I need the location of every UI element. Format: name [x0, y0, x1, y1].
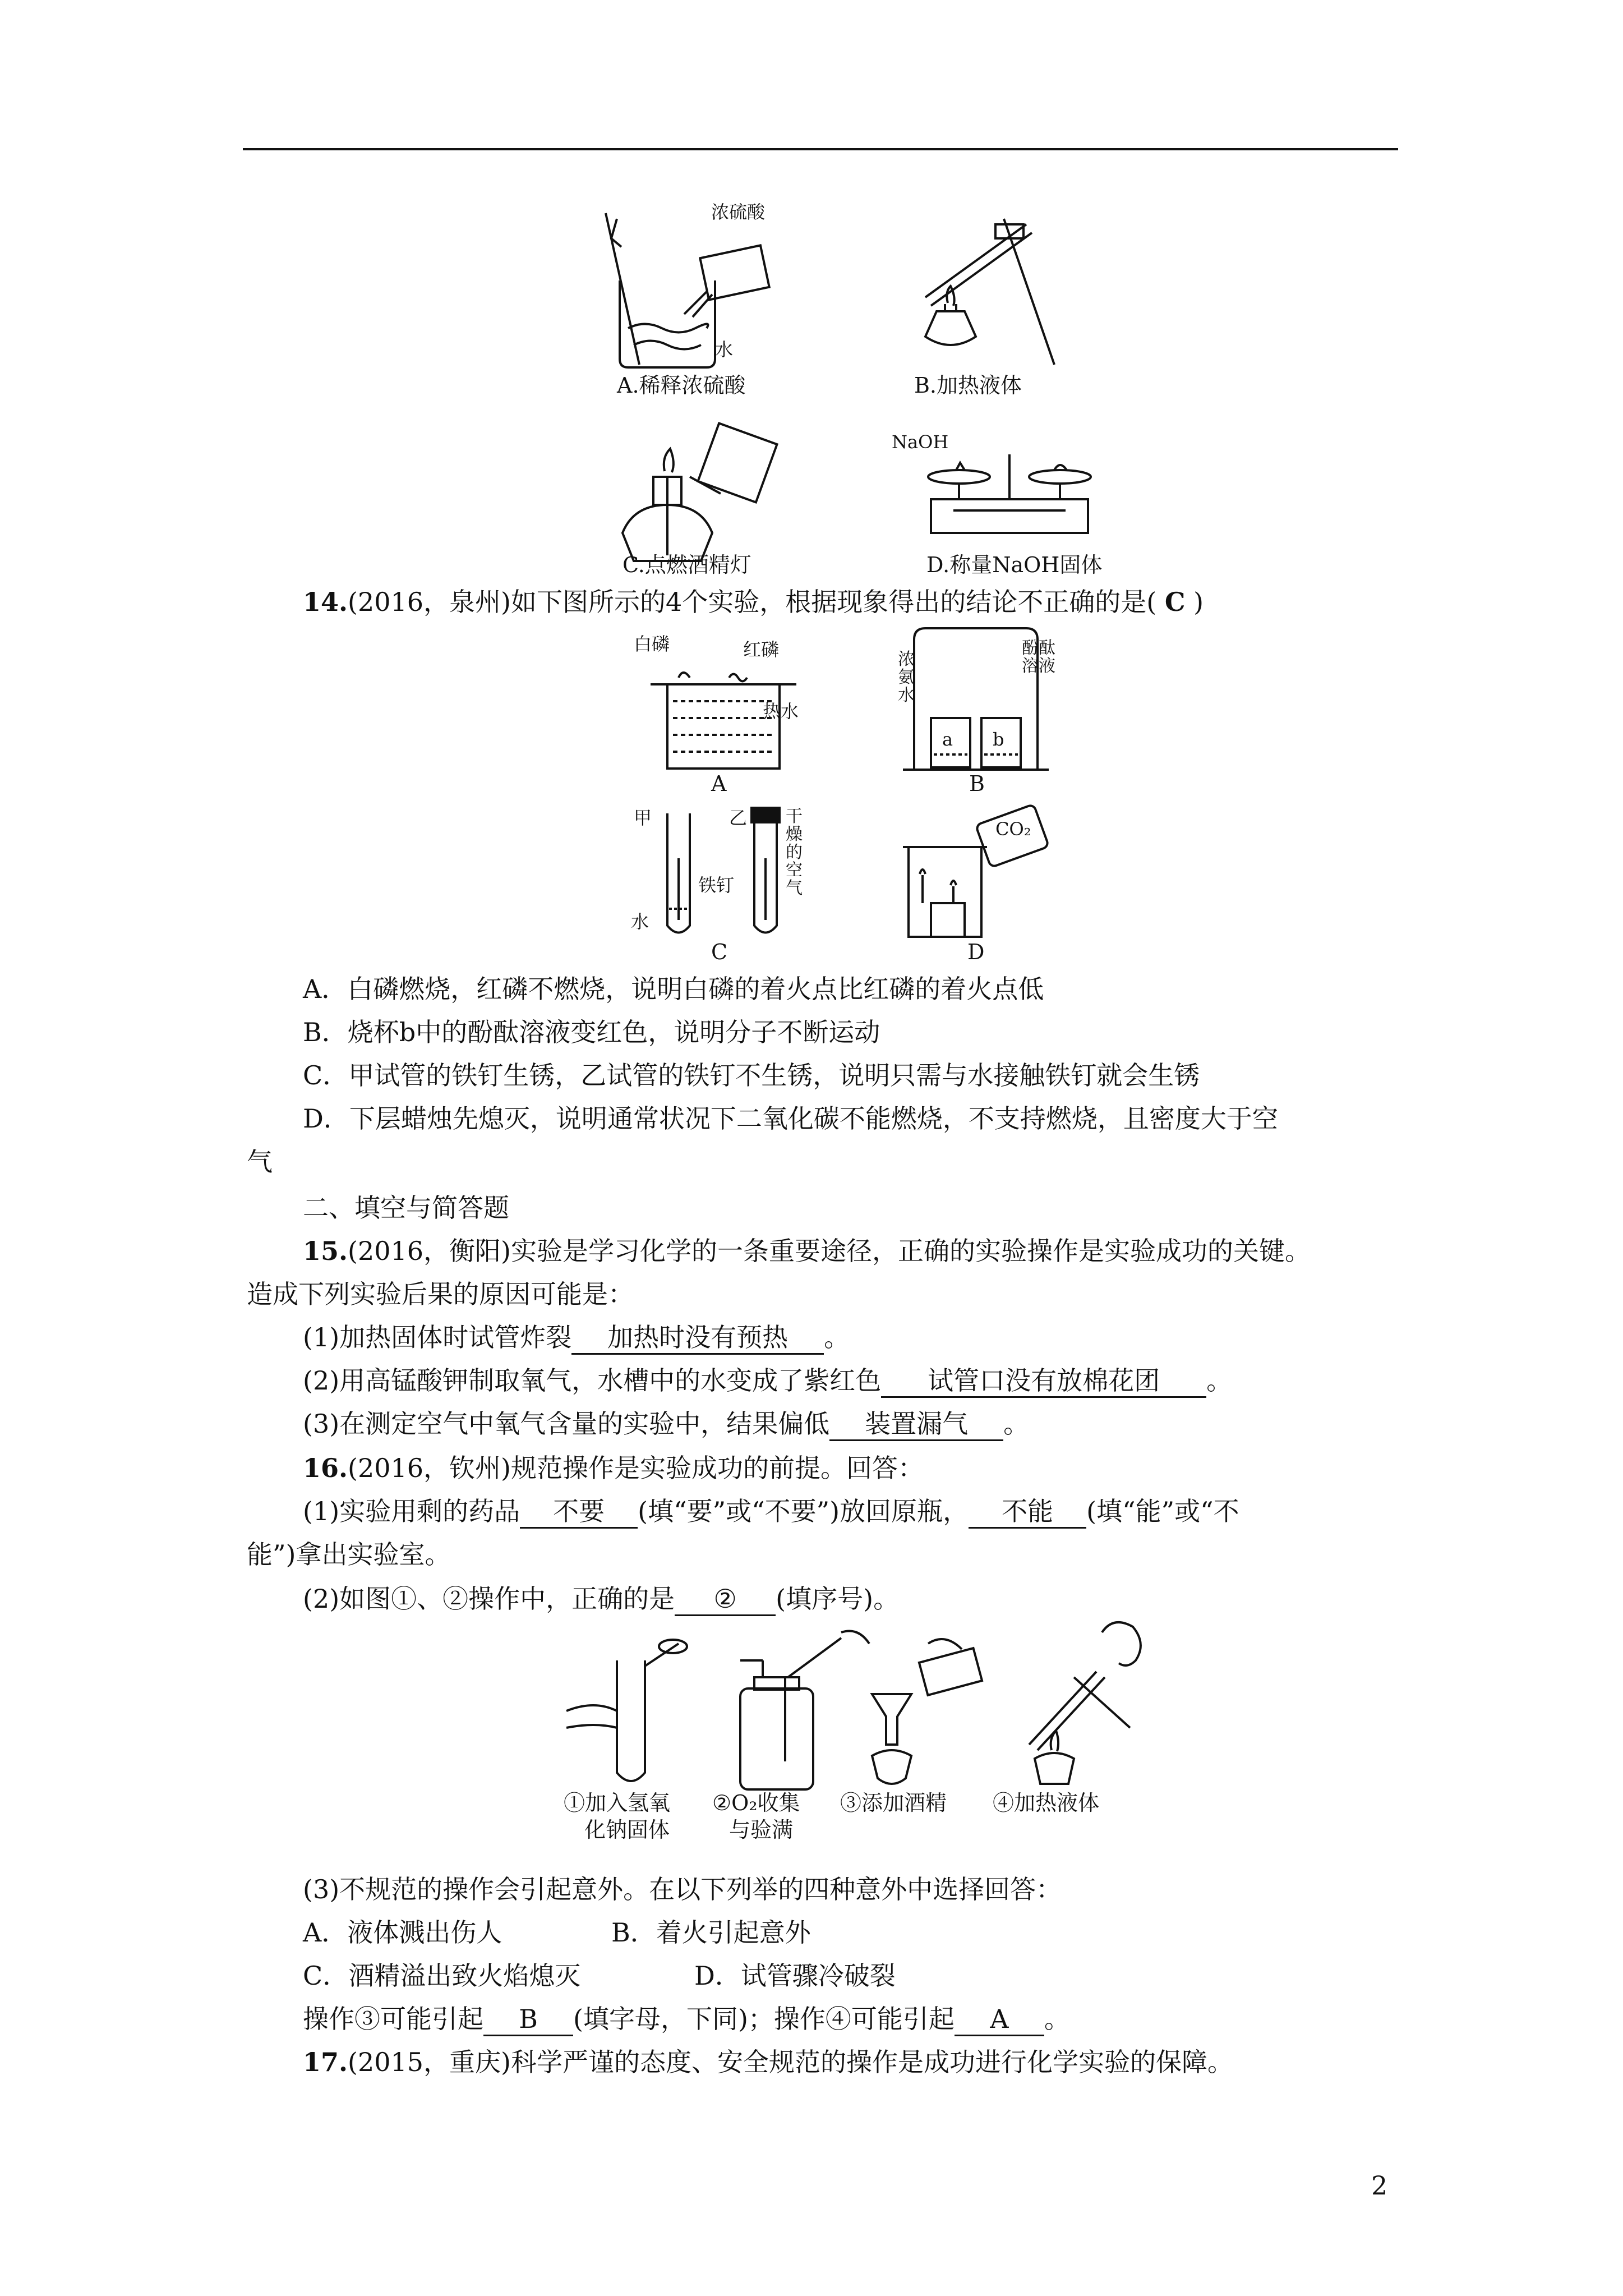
- header-rule: [243, 148, 1398, 150]
- adding-alcohol-drawing: [855, 1632, 1001, 1789]
- caption-14c: C: [711, 940, 728, 964]
- fig1-caption-l2: 化钠固体: [584, 1818, 670, 1842]
- q16-sub3-intro: (3)不规范的操作会引起意外。在以下列举的四种意外中选择回答：: [303, 1874, 1062, 1904]
- caption-14d: D: [967, 940, 985, 964]
- q14-option-d: D．下层蜡烛先熄灭，说明通常状况下二氧化碳不能燃烧，不支持燃烧，且密度大于空: [303, 1103, 1278, 1134]
- q16-option-a: A．液体溅出伤人: [303, 1917, 502, 1948]
- answer-blank: 装置漏气: [829, 1408, 1003, 1441]
- label-conc-sulfuric-acid: 浓硫酸: [711, 201, 766, 223]
- label-conc-ammonia: 浓氨水: [898, 650, 915, 705]
- label-phenolphthalein: 酚酞溶液: [1022, 638, 1055, 676]
- q14-option-d-continued: 气: [247, 1147, 273, 1177]
- caption-14a: A: [711, 771, 727, 796]
- label-dry-air: 干燥的空气: [786, 807, 803, 898]
- q14-option-a: A．白磷燃烧，红磷不燃烧，说明白磷的着火点比红磷的着火点低: [303, 974, 1044, 1004]
- q14-option-c: C．甲试管的铁钉生锈，乙试管的铁钉不生锈，说明只需与水接触铁钉就会生锈: [303, 1060, 1200, 1091]
- answer-blank: 不能: [969, 1496, 1086, 1529]
- q15-sub3: (3)在测定空气中氧气含量的实验中，结果偏低 装置漏气 。: [303, 1408, 1029, 1441]
- label-white-phosphorus: 白磷: [634, 633, 670, 655]
- q16-sub2: (2)如图①、②操作中，正确的是 ② (填序号)。: [303, 1583, 899, 1616]
- label-beaker-a: a: [942, 729, 953, 750]
- q15-sub1: (1)加热固体时试管炸裂 加热时没有预热 。: [303, 1322, 850, 1355]
- caption-d: D.称量NaOH固体: [926, 553, 1103, 577]
- answer-blank: 加热时没有预热: [571, 1322, 824, 1355]
- label-water: 水: [715, 339, 734, 360]
- label-tube-jia: 甲: [634, 807, 652, 829]
- label-hot-water: 热水: [763, 701, 799, 722]
- section-title: 二、填空与简答题: [303, 1193, 509, 1223]
- q16-option-b: B．着火引起意外: [611, 1917, 811, 1948]
- label-iron-nail: 铁钉: [698, 875, 735, 896]
- q16-stem: 16.(2016，钦州)规范操作是实验成功的前提。回答：: [303, 1453, 924, 1483]
- caption-14b: B: [969, 771, 985, 796]
- q15-stem-continued: 造成下列实验后果的原因可能是：: [247, 1279, 634, 1309]
- fig4-caption-l1: ④加热液体: [993, 1791, 1100, 1815]
- q17-stem: 17.(2015，重庆)科学严谨的态度、安全规范的操作是成功进行化学实验的保障。: [303, 2047, 1233, 2077]
- q16-option-d: D．试管骤冷破裂: [694, 1961, 896, 1991]
- label-co2: CO₂: [995, 818, 1031, 840]
- label-naoh: NaOH: [892, 431, 949, 453]
- label-tube-yi: 乙: [729, 807, 748, 829]
- beaker-dilution-drawing: [594, 208, 774, 370]
- caption-a: A.稀释浓硫酸: [617, 373, 746, 398]
- fig3-caption-l1: ③添加酒精: [840, 1791, 947, 1815]
- fig2-caption-l2: 与验满: [729, 1818, 794, 1842]
- answer-blank: A: [955, 2003, 1044, 2036]
- answer-blank: ②: [675, 1583, 776, 1616]
- answer-blank: 试管口没有放棉花团: [881, 1365, 1206, 1398]
- fig2-caption-l1: ②O₂收集: [712, 1791, 800, 1815]
- answer-blank: 不要: [520, 1496, 638, 1529]
- q16-option-c: C．酒精溢出致火焰熄灭: [303, 1961, 581, 1991]
- o2-collection-drawing: [729, 1627, 875, 1795]
- page-number: 2: [1371, 2170, 1388, 2201]
- caption-c: C.点燃酒精灯: [623, 553, 751, 577]
- label-water: 水: [631, 911, 649, 932]
- caption-b: B.加热液体: [914, 373, 1022, 398]
- balance-drawing: [920, 438, 1099, 539]
- q16-sub1: (1)实验用剩的药品 不要 (填“要”或“不要”)放回原瓶， 不能 (填“能”或“不: [303, 1496, 1239, 1529]
- heating-liquid-drawing: [892, 208, 1071, 376]
- answer-blank: B: [483, 2003, 573, 2036]
- q16-sub3-answer: 操作③可能引起 B (填字母，下同)；操作④可能引起 A 。: [303, 2003, 1070, 2036]
- q16-sub1-continued: 能”)拿出实验室。: [247, 1539, 451, 1570]
- adding-naoh-drawing: [561, 1632, 707, 1789]
- q14-stem: 14.(2016，泉州)如下图所示的4个实验，根据现象得出的结论不正确的是( C ): [303, 587, 1204, 617]
- heating-liquid-tube-drawing: [1007, 1616, 1152, 1789]
- q15-sub2: (2)用高锰酸钾制取氧气，水槽中的水变成了紫红色 试管口没有放棉花团 。: [303, 1365, 1232, 1398]
- q14-option-b: B．烧杯b中的酚酞溶液变红色，说明分子不断运动: [303, 1017, 880, 1047]
- label-beaker-b: b: [993, 729, 1004, 750]
- label-red-phosphorus: 红磷: [743, 639, 780, 660]
- q15-stem: 15.(2016，衡阳)实验是学习化学的一条重要途径，正确的实验操作是实验成功的关键。: [303, 1236, 1311, 1266]
- fig1-caption-l1: ①加入氢氧: [564, 1791, 671, 1815]
